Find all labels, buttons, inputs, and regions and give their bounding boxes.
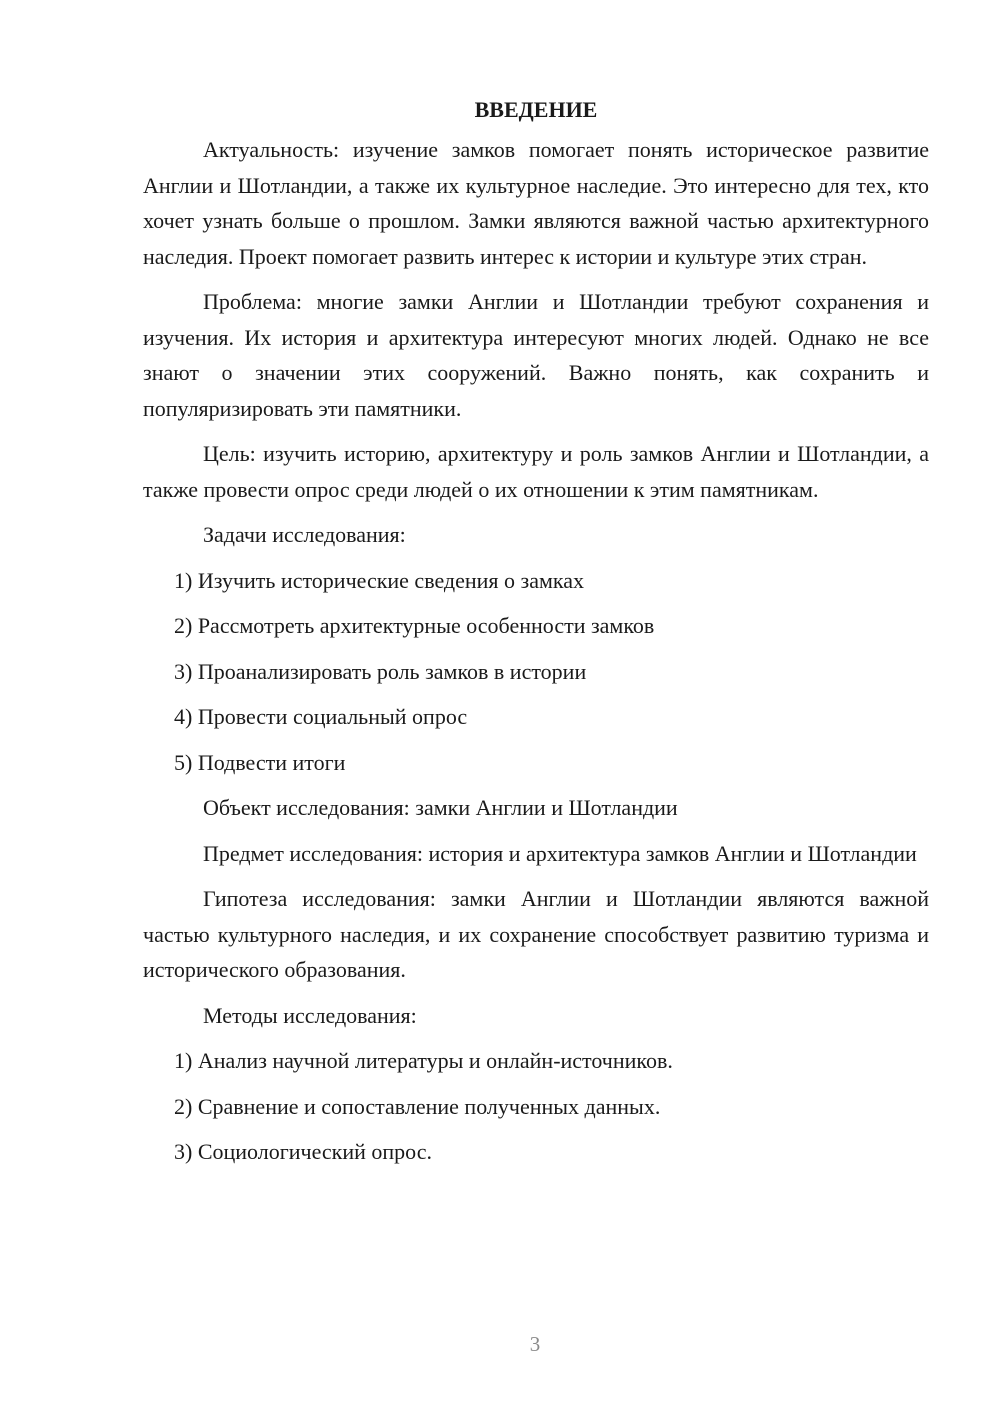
document-page [143, 92, 929, 1180]
problem-paragraph: Проблема: многие замки Англии и Шотландии требуют сохранения и изучения. Их история и архитектура интересуют многих людей. Однако не все знают о значении этих сооружений. Важно понять, как сохранить и популяризировать эти памятники. [143, 289, 929, 421]
subject-paragraph: Предмет исследования: история и архитектура замков Англии и Шотландии [203, 840, 917, 866]
list-item: 1) Анализ научной литературы и онлайн-источников. [174, 1048, 673, 1073]
methods-list [143, 1043, 929, 1170]
list-item: 3) Проанализировать роль замков в истории [174, 658, 587, 684]
list-item: 1) Изучить исторические сведения о замках [174, 567, 585, 593]
list-item: 2) Сравнение и сопоставление полученных данных. [174, 1093, 661, 1119]
tasks-heading: Задачи исследования: [203, 522, 406, 547]
list-item: 2) Рассмотреть архитектурные особенности замков [174, 613, 655, 638]
page-number: 3 [529, 1332, 541, 1356]
list-item: 5) Подвести итоги [174, 749, 346, 775]
methods-heading: Методы исследования: [203, 1002, 417, 1028]
tasks-list [143, 563, 929, 781]
relevance-paragraph: Актуальность: изучение замков помогает понять историческое развитие Англии и Шотландии, а также их культурное наследие. Это интересно для тех, кто хочет узнать больше о прошлом. Замки являются важной частью архитектурного наследия. Проект помогает развить интерес к истории и культуре этих стран. [143, 137, 929, 269]
goal-paragraph: Цель: изучить историю, архитектуру и роль замков Англии и Шотландии, а также провести опрос среди людей о их отношении к этим памятникам. [143, 441, 929, 502]
list-item: 3) Социологический опрос. [174, 1139, 432, 1164]
list-item: 4) Провести социальный опрос [174, 704, 468, 729]
page-title: ВВЕДЕНИЕ [474, 97, 598, 122]
object-line: Объект исследования: замки Англии и Шотландии [203, 795, 678, 820]
hypothesis-paragraph: Гипотеза исследования: замки Англии и Шотландии являются важной частью культурного наследия, и их сохранение способствует развитию туризма и исторического образования. [143, 886, 929, 982]
